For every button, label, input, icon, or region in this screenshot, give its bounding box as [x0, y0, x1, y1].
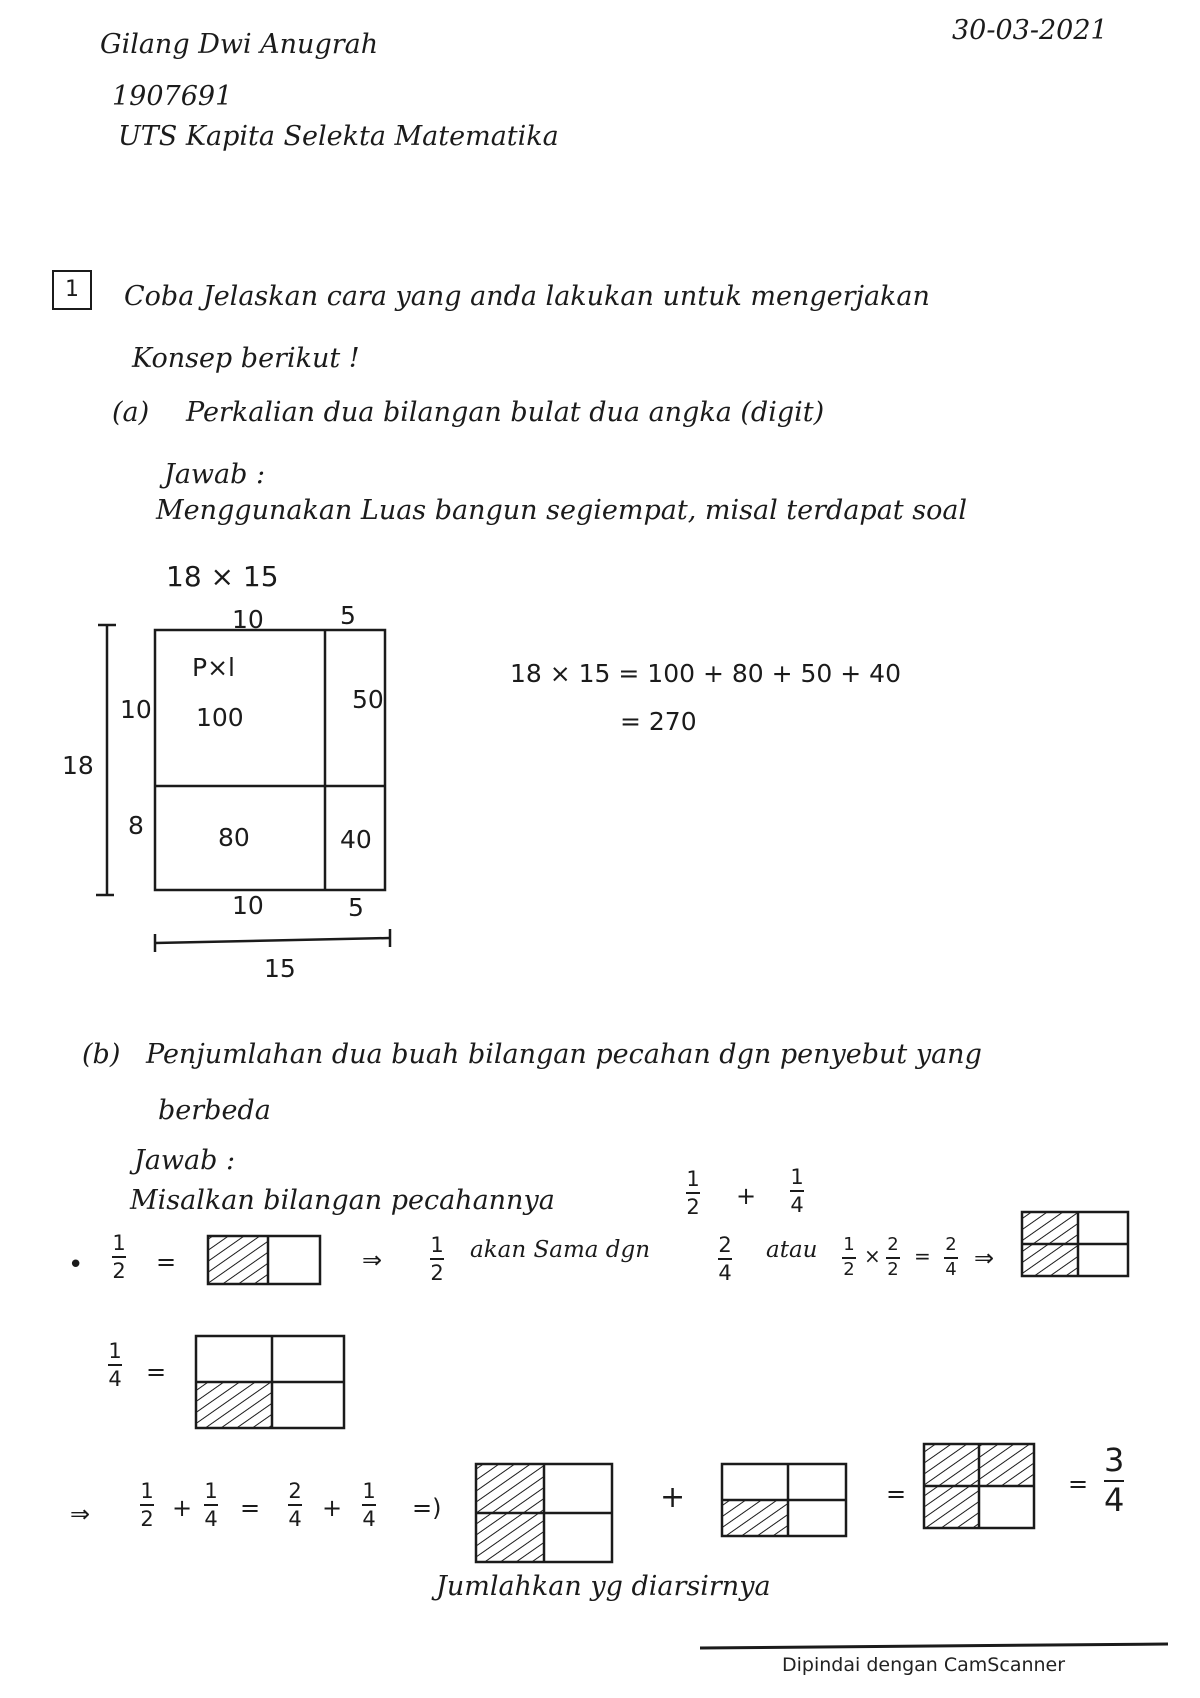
part-b-answer-label: Jawab : [134, 1145, 236, 1176]
row3-fraction-two-quarters: 2 4 [288, 1479, 302, 1532]
part-b-title-line2: berbeda [158, 1095, 271, 1126]
part-b-title-line1: Penjumlahan dua buah bilangan pecahan dgn penyebut yang [146, 1039, 982, 1070]
row1-akan-sama: akan Sama dgn [470, 1237, 651, 1263]
row3-equals-boxes: = [886, 1480, 907, 1508]
row3-plus-b: + [322, 1494, 343, 1522]
exam-date: 30-03-2021 [952, 15, 1108, 46]
row2-equals: = [146, 1358, 167, 1386]
row3-plus: + [172, 1494, 193, 1522]
quarter-box [196, 1336, 344, 1428]
half-box [208, 1236, 320, 1284]
bottom-label-10: 10 [232, 891, 264, 920]
cell-40: 40 [340, 825, 372, 854]
total-width-label: 15 [264, 954, 296, 983]
row3-equals: = [240, 1494, 261, 1522]
question-number: 1 [65, 277, 79, 302]
footer-rule [700, 1644, 1168, 1648]
top-label-10: 10 [232, 605, 264, 634]
row3-result-fraction: 3 4 [1104, 1441, 1125, 1519]
row1-equals: = [156, 1248, 177, 1276]
cell-50: 50 [352, 685, 384, 714]
student-id: 1907691 [112, 81, 233, 112]
sum-box-three-quarters [924, 1444, 1034, 1528]
part-b-example-text: Misalkan bilangan pecahannya [130, 1185, 555, 1216]
example-fraction-half: 1 2 [686, 1167, 700, 1220]
example-fraction-quarter: 1 4 [790, 1165, 804, 1218]
row3-fraction-quarter: 1 4 [204, 1479, 218, 1532]
row3-equals-result: = [1068, 1470, 1089, 1498]
row1-implies: ⇒ [362, 1246, 383, 1274]
bullet: • [68, 1250, 84, 1280]
row1-fraction-half: 1 2 [112, 1231, 126, 1284]
row1-result-two-quarters: 2 4 [945, 1234, 957, 1280]
scanner-watermark: Dipindai dengan CamScanner [782, 1654, 1066, 1676]
question-prompt-line1: Coba Jelaskan cara yang anda lakukan untuk mengerjakan [124, 281, 930, 312]
row1-fraction-half-b: 1 2 [430, 1233, 444, 1286]
example-plus: + [736, 1182, 757, 1210]
row1-mult-two-halves: 2 2 [887, 1234, 899, 1280]
sum-box-quarter [722, 1464, 846, 1536]
two-quarters-box [1022, 1212, 1128, 1276]
row3-fraction-half: 1 2 [140, 1479, 154, 1532]
row1-implies-b: ⇒ [974, 1244, 995, 1272]
row1-equals-b: = [914, 1244, 931, 1268]
top-label-5: 5 [340, 601, 356, 630]
cell-formula: P×l [192, 653, 235, 682]
row3-implies: ⇒ [70, 1500, 91, 1528]
row3-fraction-quarter-b: 1 4 [362, 1479, 376, 1532]
student-name: Gilang Dwi Anugrah [100, 29, 379, 60]
bottom-label-5: 5 [348, 893, 364, 922]
exam-title: UTS Kapita Selekta Matematika [118, 121, 559, 152]
part-a-title: Perkalian dua bilangan bulat dua angka (digit) [186, 397, 825, 428]
equation-line-2: = 270 [620, 707, 697, 736]
caption-jumlahkan: Jumlahkan yg diarsirnya [436, 1571, 771, 1602]
part-b-label: (b) [82, 1039, 121, 1070]
row2-fraction-quarter: 1 4 [108, 1339, 122, 1392]
question-prompt-line2: Konsep berikut ! [132, 343, 360, 374]
side-label-10: 10 [120, 695, 152, 724]
row1-atau: atau [766, 1237, 818, 1263]
sum-box-two-quarters [476, 1464, 612, 1562]
side-label-8: 8 [128, 811, 144, 840]
row1-fraction-two-quarters: 2 4 [718, 1233, 732, 1286]
cell-80: 80 [218, 823, 250, 852]
row3-implies-alt: =) [412, 1494, 442, 1522]
part-a-method: Menggunakan Luas bangun segiempat, misal terdapat soal [156, 495, 968, 526]
total-height-label: 18 [62, 751, 94, 780]
equation-line-1: 18 × 15 = 100 + 80 + 50 + 40 [510, 659, 901, 688]
part-a-answer-label: Jawab : [164, 459, 266, 490]
part-a-problem: 18 × 15 [166, 560, 279, 593]
part-a-label: (a) [112, 397, 150, 428]
row3-plus-boxes: + [660, 1480, 686, 1515]
cell-100: 100 [196, 703, 244, 732]
row1-mult-half: 1 2 [843, 1234, 855, 1280]
row1-times: × [864, 1244, 881, 1268]
